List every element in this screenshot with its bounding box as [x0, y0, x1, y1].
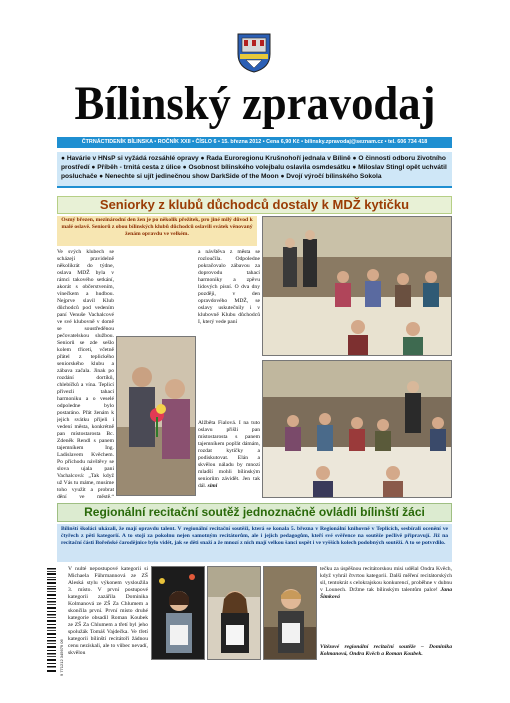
headline-item: ● Rada Euroregionu Krušnohoří jednala v Bílině — [200, 155, 351, 162]
article1-lead: Osmý březen, mezinárodní den žen je po několik přežitek, pro jiné milý důvod k malé oslavě. Seniorů z obou bílinských klubů důchodců oslavili svátek věnovaný ženám opravdu ve velkém. — [57, 216, 257, 246]
article2-column-3: tečku za úspěšnou recitátorskou misi udělal Ondra Kvěch, když vyhrál čtvrtou kategorii. Další měření recitátorských sil, tentokrát s celokrajskou konkurencí, proběhne v dubnu v Lounech. Držme tak bílinským talentům palce! Jana Šimková — [320, 566, 452, 600]
headline-item: ● Osobnost bílinského volejbalu oslavila osmdesátku — [182, 164, 351, 171]
headline-item: ● Nenechte si ujít jedinečnou show DarkSide of the Moon — [99, 173, 279, 180]
headline-item: ● Miloslav Stingl opět uchvátil posluchače — [61, 164, 447, 180]
article2-photo-spacer — [151, 662, 317, 694]
headline-item: ● Havárie v HNsP si vyžádá rozsáhlé opravy — [61, 155, 199, 162]
headline-item: ● Příběh - trnitá cesta z úlice — [91, 164, 181, 171]
info-bar: ČTRNÁCTIDENÍK BÍLINSKA • ROČNÍK XXII • ČÍSLO 6 • 15. března 2012 • Cena 6,90 Kč • bilinsky.zpravodaj@seznam.cz • tel. 606 734 418 — [57, 137, 452, 148]
photo-child-2 — [207, 566, 261, 660]
masthead-title: Bílinský zpravodaj — [74, 77, 436, 130]
child-3-image — [264, 567, 317, 660]
headline-item: ● Dvojí výročí bílinského Sokola — [280, 173, 382, 180]
child-1-image — [152, 567, 205, 660]
seniors-tables-image — [263, 361, 452, 498]
photo-seniors-tables — [262, 360, 452, 498]
article2-signature: Jana Šimková — [320, 587, 452, 600]
headlines-box — [57, 152, 452, 188]
article2-column-1: V nulté nepostupové kategorii si Michaela Führmannová ze ZŠ Aleská stylu výkonem vysloužila 3. místo. V první postupové kategorii zazářila Dominika Kolmanová ze ZŠ Za Chlumem a skončila první. První místo druhé kategorie obsadil Roman Koubek ze ZŠ Za Chlumem a třetí byl jeho spolužák Tomáš Vajdečka. Ve třetí kategorii bílinští recitátoři žádnou cenu nezískali, ale to vůbec nevadí, skvělou — [68, 566, 148, 656]
seniors-party-image — [263, 217, 452, 356]
barcode-number: 9 771212 345679 06 — [59, 639, 64, 676]
photo-flower-handover — [116, 336, 196, 496]
article1-signature: simi — [207, 483, 218, 489]
article1-column-1: Ve svých klubech se scházejí pravidelně několikrát do týdne, oslava MDŽ byla v rámci takového setkání, akorát s občerstvením, vínečkem a hudbou. Nejprve slavil Klub důchodců pod vedením paní Venuše Vachalcové ve své klubovně v domě se soustředěnou pečovatelskou službou. Seniorů se zde sešlo kolem třiceti, včetně přátel z teplického seniorského klubu a zábava začala. Jinak po rozdání dortíků, chlebíčků a vína. Teplicí přivezli tahací harmoniku a o veselé odpoledne bylo postaráno. Přát ženám k jejich svátku přijeli i vedení města, konkrétně pan místostarosta Bc. Zdeněk Rendl s panem tajemníkem Ing. Ladislavem Kvěchem. Po příchodu návštěvy se slova ujala paní Vachalcová: „Tak když už Vás tu máme, musíme toho využít a probrat dění ve městě.“ — [57, 249, 114, 499]
child-2-image — [208, 567, 261, 660]
photo-child-3 — [263, 566, 317, 660]
article2-title: Regionální recitační soutěž jednoznačně ovládli bílinští žáci — [57, 503, 452, 522]
article2-lead: Bílinští školáci ukázali, že mají opravdu talent. V regionální recitační soutěži, která se konala 5. března v Regionální knihovně v Teplicích, sesbírali ocenění ve čtyřech z pěti kategorií. A to stojí za pokolnu nejen samotným recitátorům, ale i jejich pedagogům, kteří své svěřence na soutěže pečlivě připravují. Již na recitační části Bořeňské čarodějnice bylo vidět, jak se děti snaží a že mnozí z nich mají velkou šanci uspět i ve vyšších kolech podobných soutěží. A to se potvrdilo. — [57, 524, 452, 562]
article1-column-2-top: a návštěva z města se rozloučila. Odpoledne pokračovalo zábavou za doprovodu tahací harmoniky a zpěvu lidových písní. O dva dny později, v den opravdového MDŽ, se oslavy uskutečnily i v klubovně Klubu důchodců I, který vede paní — [198, 249, 260, 325]
article2-caption: Vítězové regionální recitační soutěže – Dominika Kolmanová, Ondra Kvěch a Roman Koubek. — [320, 644, 452, 657]
photo-child-1 — [151, 566, 205, 660]
town-crest-icon — [234, 30, 274, 74]
flower-handover-image — [117, 337, 196, 496]
article1-title: Seniorky z klubů důchodců dostaly k MDŽ kytičku — [57, 196, 452, 214]
headline-item: ● O činnosti odboru životního prostředí — [61, 155, 446, 171]
photo-seniors-party — [262, 216, 452, 356]
article1-column-2-bottom: Alžběta Fialová. I na tuto oslavu přišli pan místostarosta s panem tajemníkem popřát dámám, rozdat kytičky a podiskutovat. Elán a skvělou náladu by mnozí mladší mohli bílinským seniorům závidět. Jen tak dál. simi — [198, 420, 260, 489]
